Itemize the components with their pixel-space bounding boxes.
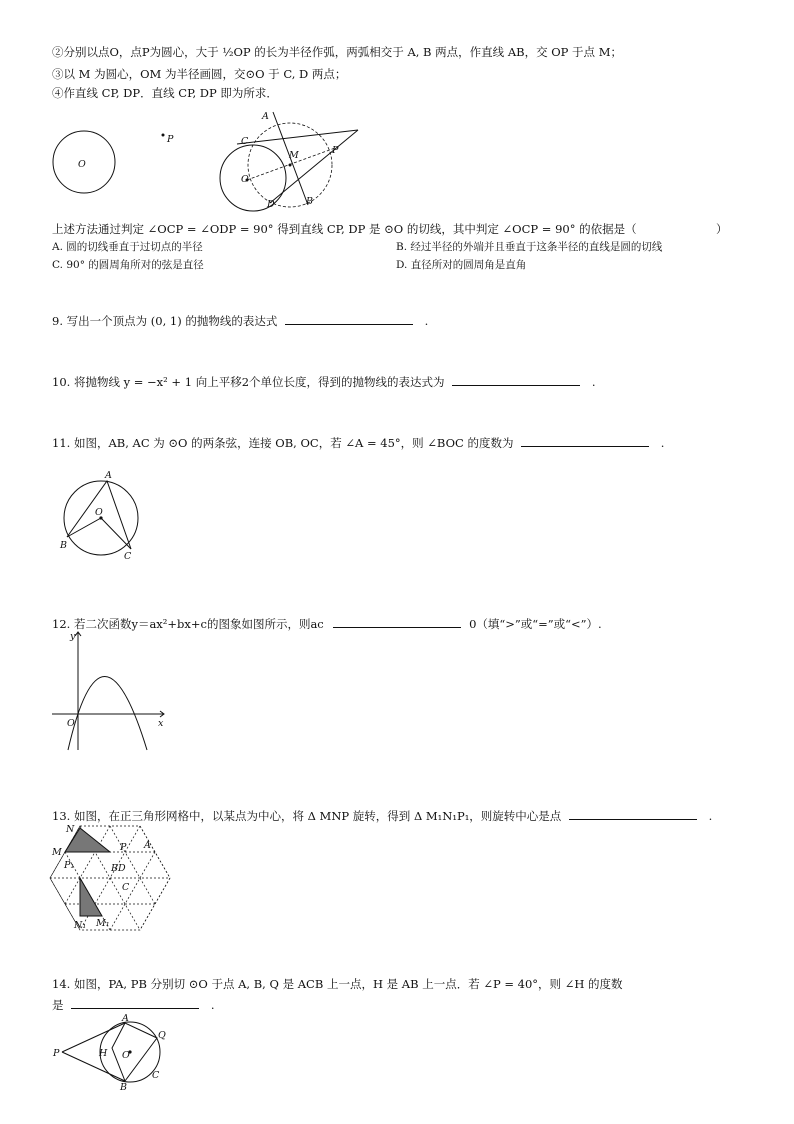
- q10-text: 10. 将抛物线 y = −x² + 1 向上平移2个单位长度，得到的抛物线的表达式为: [52, 375, 445, 389]
- question-10: [52, 374, 595, 390]
- label-M: M: [289, 150, 299, 161]
- label-B: B: [306, 196, 313, 207]
- label-C: C: [241, 136, 249, 147]
- label-H: H: [99, 1048, 108, 1059]
- step-2: ②分别以点O，点P为圆心，大于 ½OP 的长为半径作弧，两弧相交于 A, B 两点，作直线 AB，交 OP 于点 M；: [52, 45, 622, 59]
- q12-tail: 0（填“>”或“=”或“<”）.: [469, 617, 602, 631]
- q8-option-a: A. 圆的切线垂直于过切点的半径: [52, 241, 203, 253]
- label-B: B: [111, 863, 118, 874]
- q9-end: .: [424, 314, 429, 328]
- q14-end: .: [210, 998, 215, 1012]
- label-P: P: [167, 134, 174, 145]
- q8-paren-close: ）: [716, 222, 728, 236]
- label-A: A: [144, 840, 151, 851]
- step-4: ④作直线 CP, DP．直线 CP, DP 即为所求．: [52, 86, 278, 100]
- q13-answer-blank[interactable]: [569, 808, 697, 820]
- label-C: C: [152, 1070, 160, 1081]
- label-O: O: [78, 159, 86, 170]
- label-O2: O: [241, 174, 249, 185]
- label-B: B: [120, 1082, 127, 1093]
- label-P2: P: [332, 145, 339, 156]
- figure-q14: [52, 1012, 172, 1093]
- q10-end: .: [591, 375, 596, 389]
- label-M: M: [52, 847, 62, 858]
- label-B: B: [60, 540, 67, 551]
- label-M1: M₁: [96, 918, 110, 929]
- q8-stem: 上述方法通过判定 ∠OCP = ∠ODP = 90° 得到直线 CP, DP 是 ⊙O 的切线，其中判定 ∠OCP = 90° 的依据是（: [52, 222, 637, 236]
- figure-q11: [55, 466, 155, 562]
- figure-q12: [52, 628, 172, 754]
- label-A: A: [122, 1013, 129, 1024]
- label-P1: P₁: [64, 860, 75, 871]
- label-O: O: [67, 718, 75, 729]
- q12-answer-blank[interactable]: [333, 616, 461, 628]
- q11-answer-blank[interactable]: [521, 435, 649, 447]
- step-3: ③以 M 为圆心，OM 为半径画圆，交⊙O 于 C, D 两点；: [52, 67, 347, 81]
- q13-text: 13. 如图，在正三角形网格中，以某点为中心，将 Δ MNP 旋转，得到 Δ M₁N₁P₁，则旋转中心是点: [52, 809, 562, 823]
- q8-option-b: B. 经过半径的外端并且垂直于这条半径的直线是圆的切线: [396, 241, 663, 253]
- q14-line2: [52, 997, 214, 1013]
- q9-answer-blank[interactable]: [285, 313, 413, 325]
- point-P: [162, 134, 165, 137]
- label-D: D: [267, 199, 275, 210]
- label-A: A: [262, 111, 269, 122]
- label-O: O: [122, 1050, 130, 1061]
- question-11: [52, 435, 664, 451]
- line-cp: [237, 130, 358, 144]
- tangent-pa: [62, 1023, 125, 1052]
- label-Q: Q: [158, 1030, 166, 1041]
- label-N: N: [66, 824, 75, 835]
- label-C: C: [122, 882, 130, 893]
- label-C: C: [124, 551, 132, 562]
- q12-text: 12. 若二次函数y＝ax²+bx+c的图象如图所示，则ac: [52, 617, 324, 631]
- q8-option-d: D. 直径所对的圆周角是直角: [396, 259, 527, 271]
- triangle-grid: [50, 826, 170, 930]
- q11-end: .: [660, 436, 665, 450]
- parabola: [68, 677, 147, 751]
- q14-answer-blank[interactable]: [71, 997, 199, 1009]
- label-D: D: [118, 863, 126, 874]
- label-N1: N₁: [74, 920, 87, 931]
- label-O: O: [95, 507, 103, 518]
- label-P: P: [53, 1048, 60, 1059]
- triangle-m1n1p1: [80, 878, 102, 916]
- label-x: x: [158, 718, 164, 729]
- question-9: [52, 313, 428, 329]
- line-dp: [270, 130, 358, 203]
- q8-option-c: C. 90° 的圆周角所对的弦是直径: [52, 259, 204, 271]
- figure-q13: [50, 822, 170, 932]
- figure-construction: [40, 108, 380, 218]
- q10-answer-blank[interactable]: [452, 374, 580, 386]
- label-P: P: [120, 842, 127, 853]
- q13-end: .: [708, 809, 713, 823]
- point-M: [289, 164, 292, 167]
- q11-text: 11. 如图，AB, AC 为 ⊙O 的两条弦，连接 OB, OC，若 ∠A = 45°，则 ∠BOC 的度数为: [52, 436, 514, 450]
- label-A: A: [105, 470, 112, 481]
- q14-line2-text: 是: [52, 998, 64, 1012]
- label-y: y: [70, 631, 76, 642]
- q9-text: 9. 写出一个顶点为 (0, 1) 的抛物线的表达式: [52, 314, 278, 328]
- q14-line1: 14. 如图，PA, PB 分别切 ⊙O 于点 A, B, Q 是 ACB 上一点，H 是 AB 上一点．若 ∠P = 40°，则 ∠H 的度数: [52, 977, 623, 991]
